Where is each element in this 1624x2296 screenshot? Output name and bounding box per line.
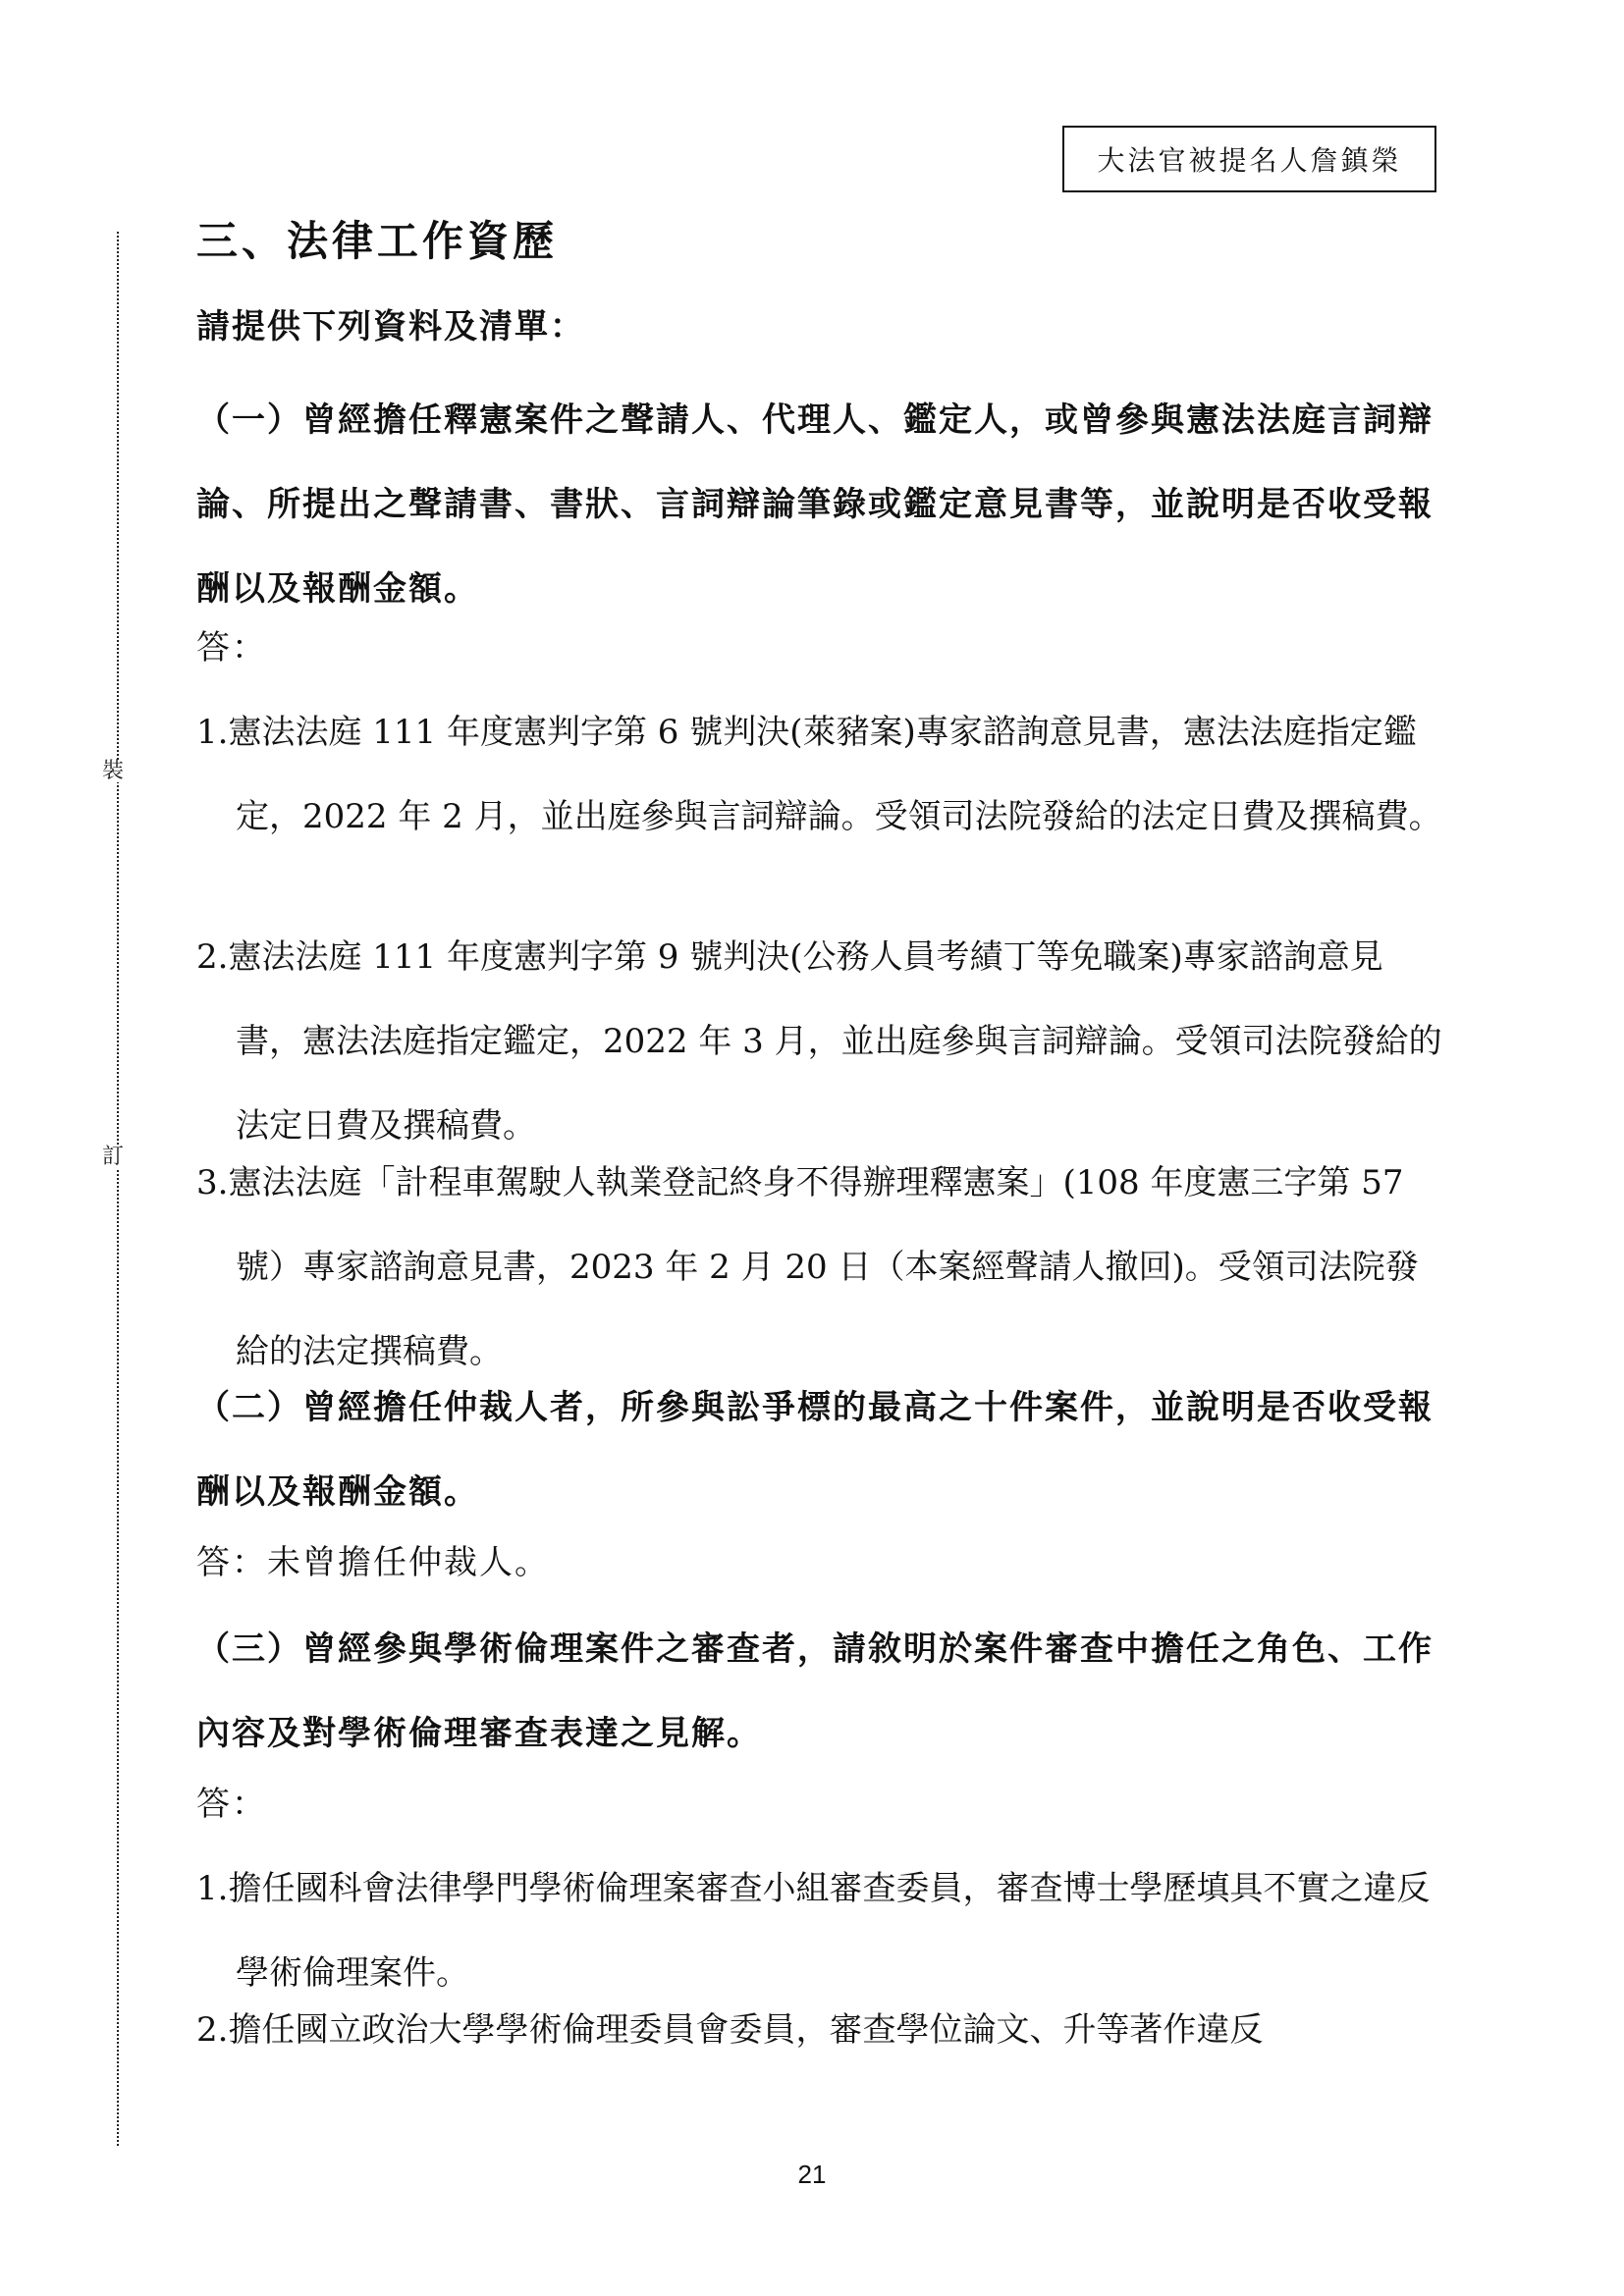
- page-number: 21: [797, 2160, 827, 2189]
- question-1-answer-label: 答：: [196, 628, 267, 667]
- nominee-label-box: 大法官被提名人詹鎮榮: [1062, 126, 1436, 192]
- question-2-prompt: （二）曾經擔任仲裁人者，所參與訟爭標的最高之十件案件，並說明是否收受報酬以及報酬金額。: [196, 1388, 1434, 1512]
- question-1-item-3: 3.憲法法庭「計程車駕駛人執業登記終身不得辦理釋憲案」(108 年度憲三字第 57 號）專家諮詢意見書，2023 年 2 月 20 日（本案經聲請人撤回)。受領司法院發給的法定撰稿費。: [196, 1163, 1419, 1371]
- binding-mark-lower: 訂: [102, 1145, 125, 1169]
- section-intro: 請提供下列資料及清單：: [196, 307, 585, 347]
- question-3-item-2: 2.擔任國立政治大學學術倫理委員會委員，審查學位論文、升等著作違反: [196, 2010, 1264, 2050]
- question-3-item-1: 1.擔任國科會法律學門學術倫理案審查小組審查委員，審查博士學歷填具不實之違反學術倫理案件。: [196, 1869, 1431, 1993]
- section-title: 三、法律工作資歷: [196, 217, 559, 265]
- binding-mark-upper: 裝: [102, 759, 125, 783]
- question-1-item-2: 2.憲法法庭 111 年度憲判字第 9 號判決(公務人員考績丁等免職案)專家諮詢意見書，憲法法庭指定鑑定，2022 年 3 月，並出庭參與言詞辯論。受領司法院發給的法定日費及撰稿費。: [196, 937, 1442, 1146]
- question-2-answer: 答：未曾擔任仲裁人。: [196, 1543, 550, 1582]
- binding-margin-line: [117, 232, 119, 2146]
- question-1-prompt: （一）曾經擔任釋憲案件之聲請人、代理人、鑑定人，或曾參與憲法法庭言詞辯論、所提出之聲請書、書狀、言詞辯論筆錄或鑑定意見書等，並說明是否收受報酬以及報酬金額。: [196, 400, 1434, 609]
- question-3-prompt: （三）曾經參與學術倫理案件之審查者，請敘明於案件審查中擔任之角色、工作內容及對學術倫理審查表達之見解。: [196, 1629, 1434, 1753]
- question-3-answer-label: 答：: [196, 1785, 267, 1824]
- question-1-item-1: 1.憲法法庭 111 年度憲判字第 6 號判決(萊豬案)專家諮詢意見書，憲法法庭指定鑑定，2022 年 2 月，並出庭參與言詞辯論。受領司法院發給的法定日費及撰稿費。: [196, 713, 1442, 836]
